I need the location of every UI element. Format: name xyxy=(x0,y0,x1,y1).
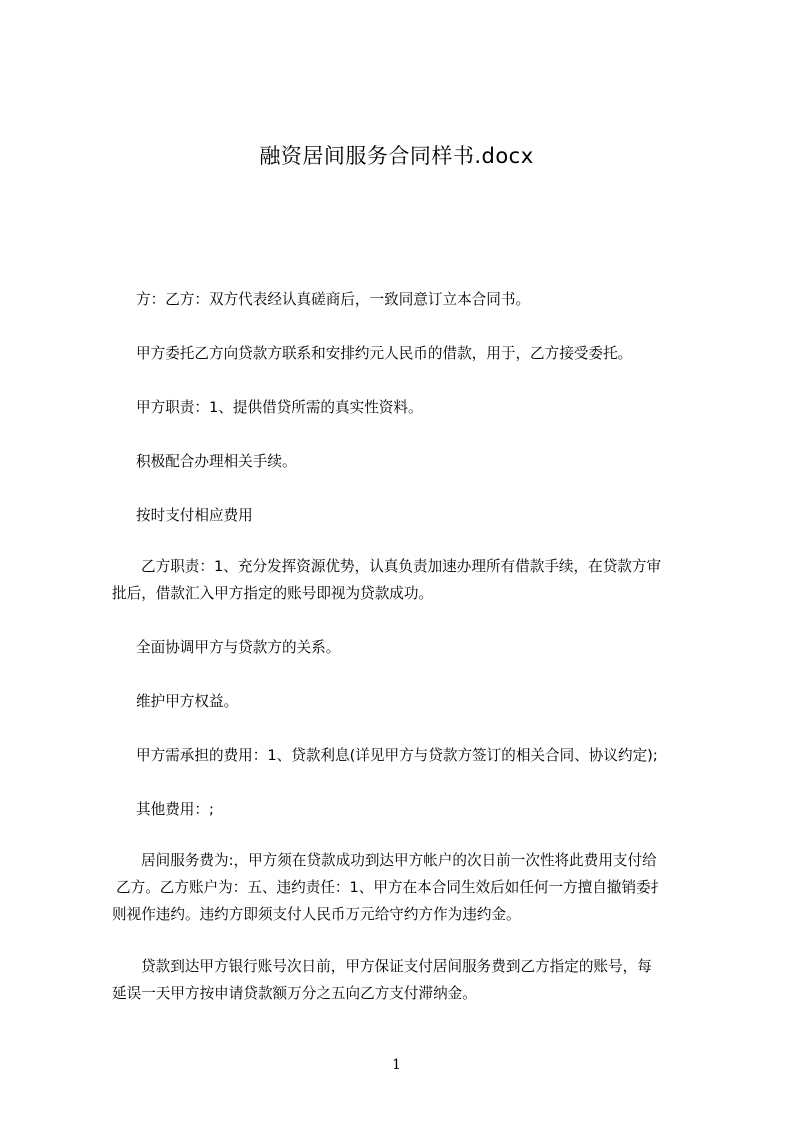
paragraph-protect-rights: 维护甲方权益。 xyxy=(136,693,239,710)
paragraph-party-b-duties-line-2: 批后，借款汇入甲方指定的账号即视为贷款成功。 xyxy=(112,585,434,602)
paragraph-party-a-duties: 甲方职责：1、提供借贷所需的真实性资料。 xyxy=(136,399,423,416)
paragraph-late-fee-line-2: 延误一天甲方按申请贷款额万分之五向乙方支付滞纳金。 xyxy=(112,985,477,1002)
paragraph-late-fee-line-1: 贷款到达甲方银行账号次日前，甲方保证支付居间服务费到乙方指定的账号，每 xyxy=(141,958,652,975)
paragraph-party-b-duties-line-1: 乙方职责：1、充分发挥资源优势，认真负责加速办理所有借款手续，在贷款方审 xyxy=(141,558,662,575)
paragraph-other-costs: 其他费用：; xyxy=(136,801,214,818)
paragraph-cooperate: 积极配合办理相关手续。 xyxy=(136,453,297,470)
paragraph-pay-fees: 按时支付相应费用 xyxy=(136,507,253,524)
paragraph-coordinate: 全面协调甲方与贷款方的关系。 xyxy=(136,639,341,656)
document-title: 融资居间服务合同样书.docx xyxy=(259,144,534,168)
paragraph-service-fee-line-1: 居间服务费为:，甲方须在贷款成功到达甲方帐户的次日前一次性将此费用支付给 xyxy=(141,852,657,869)
page-number: 1 xyxy=(392,1057,401,1073)
paragraph-service-fee-line-3: 则视作违约。违约方即须支付人民币万元给守约方作为违约金。 xyxy=(112,906,521,923)
paragraph-entrustment: 甲方委托乙方向贷款方联系和安排约元人民币的借款，用于，乙方接受委托。 xyxy=(136,345,633,362)
paragraph-parties: 方：乙方：双方代表经认真磋商后，一致同意订立本合同书。 xyxy=(136,291,531,308)
paragraph-service-fee-line-2: 乙方。乙方账户为：五、违约责任：1、甲方在本合同生效后如任何一方擅自撤销委扌 xyxy=(116,879,666,896)
paragraph-costs: 甲方需承担的费用：1、贷款利息(详见甲方与贷款方签订的相关合同、协议约定); xyxy=(136,747,658,764)
